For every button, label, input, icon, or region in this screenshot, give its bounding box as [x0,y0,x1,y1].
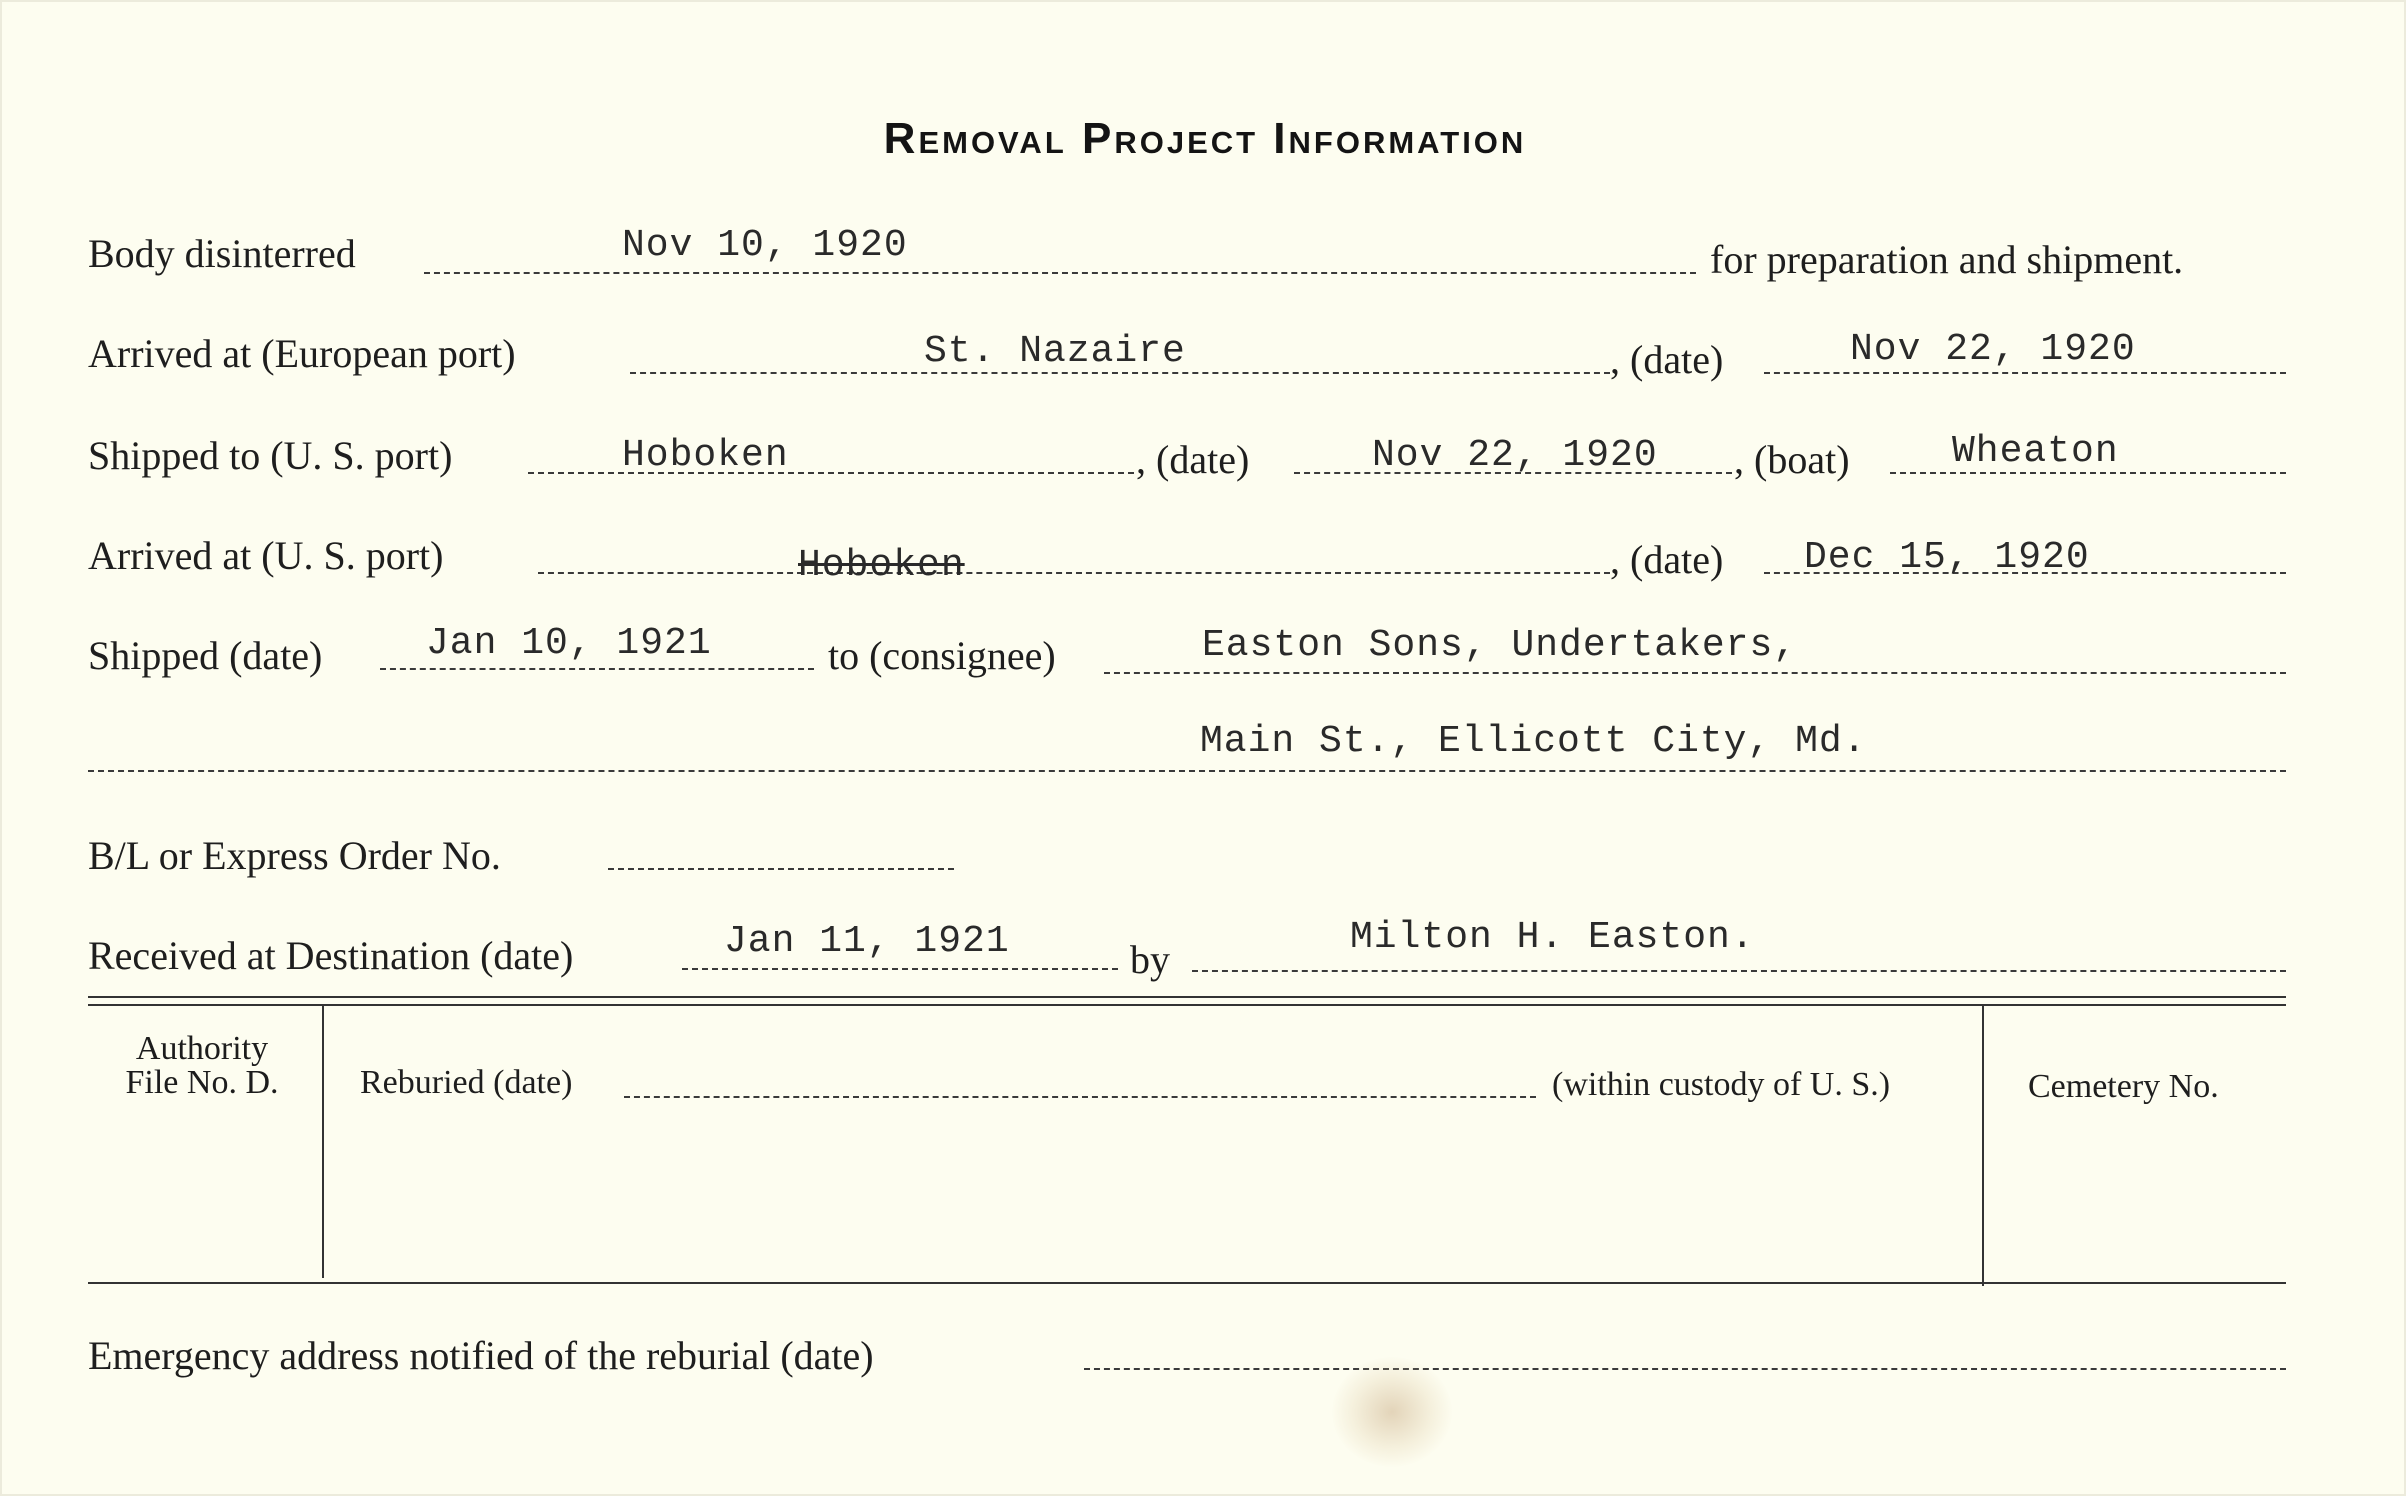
box-divider-left [322,1006,324,1278]
boat-value: Wheaton [1952,430,2119,473]
body-disinterred-label: Body disinterred [88,231,356,276]
body-disinterred-line [424,272,1696,274]
european-port-date-value: Nov 22, 1920 [1850,328,2136,371]
consignee-value-1: Easton Sons, Undertakers, [1202,624,1798,667]
emergency-address-line [1084,1368,2286,1370]
consignee-label: to (consignee) [828,633,1056,678]
authority-file-no [97,1032,307,1100]
bl-express-order-label: B/L or Express Order No. [88,833,501,878]
received-by-label: by [1130,937,1170,982]
consignee-line-1 [1104,672,2286,674]
arrived-us-port-line [538,572,1610,574]
shipped-to-us-port-label: Shipped to (U. S. port) [88,433,453,478]
body-disinterred-value: Nov 10, 1920 [622,224,908,267]
shipped-to-date-label: , (date) [1136,437,1250,482]
arrived-us-port-date-value: Dec 15, 1920 [1804,536,2090,579]
box-divider-right [1982,1006,1984,1286]
authority-label: Authority [135,1030,269,1067]
shipped-to-date-value: Nov 22, 1920 [1372,434,1658,477]
shipped-date-value: Jan 10, 1921 [426,622,712,665]
shipped-date-label: Shipped (date) [88,633,323,678]
european-port-value: St. Nazaire [924,330,1186,373]
received-by-line [1192,970,2286,972]
european-port-date-line [1764,372,2286,374]
received-destination-line [682,968,1118,970]
arrived-us-port-date-label: , (date) [1610,537,1724,582]
shipped-to-us-port-line [528,472,1134,474]
card-title: Removal Project Information [883,114,1527,163]
received-by-value: Milton H. Easton. [1350,916,1755,959]
reburied-label: Reburied (date) [360,1064,573,1101]
shipped-to-us-port-value: Hoboken [622,434,789,477]
cemetery-no-label: Cemetery No. [2028,1068,2219,1105]
arrived-us-port-label: Arrived at (U. S. port) [88,533,444,578]
bl-express-order-line [608,868,954,870]
box-top-rule-1 [88,996,2286,998]
received-destination-label: Received at Destination (date) [88,933,574,978]
consignee-value-2: Main St., Ellicott City, Md. [1200,720,1867,763]
received-destination-value: Jan 11, 1921 [724,920,1010,963]
paper-stain [1332,1357,1452,1467]
shipped-date-line [380,668,814,670]
european-port-date-label: , (date) [1610,337,1724,382]
file-no-label: File No. D. [125,1064,279,1101]
arrived-us-port-value: Hoboken [798,544,965,587]
custody-label: (within custody of U. S.) [1552,1066,1891,1103]
boat-label: , (boat) [1734,437,1850,482]
box-top-rule-2 [88,1004,2286,1006]
european-port-label: Arrived at (European port) [88,331,516,376]
consignee-line-2 [88,770,2286,772]
box-bottom-rule [88,1282,2286,1284]
reburied-line [624,1096,1536,1098]
preparation-shipment-label: for preparation and shipment. [1710,237,2184,282]
emergency-address-label: Emergency address notified of the reburial (date) [88,1333,874,1378]
